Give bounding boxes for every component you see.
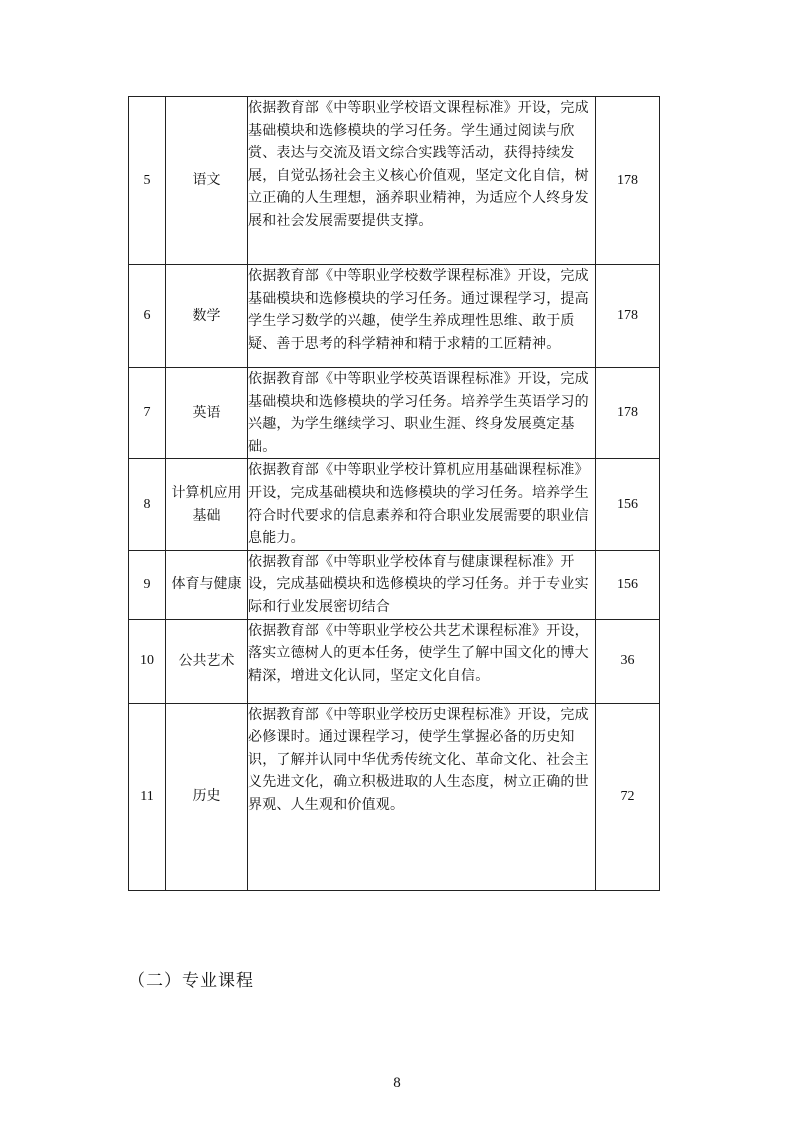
course-description: 依据教育部《中等职业学校英语课程标准》开设，完成基础模块和选修模块的学习任务。培养学生英语学习的兴趣，为学生继续学习、职业生涯、终身发展奠定基础。 [248, 368, 596, 459]
course-number: 9 [129, 550, 166, 619]
course-number: 10 [129, 619, 166, 703]
course-hours: 156 [596, 550, 660, 619]
course-description: 依据教育部《中等职业学校语文课程标准》开设，完成基础模块和选修模块的学习任务。学生通过阅读与欣赏、表达与交流及语文综合实践等活动，获得持续发展，自觉弘扬社会主义核心价值观，坚定文化自信，树立正确的人生理想，涵养职业精神，为适应个人终身发展和社会发展需要提供支撑。 [248, 97, 596, 265]
course-name: 英语 [166, 368, 248, 459]
course-description: 依据教育部《中等职业学校体育与健康课程标准》开设，完成基础模块和选修模块的学习任务。并于专业实际和行业发展密切结合 [248, 550, 596, 619]
course-number: 8 [129, 459, 166, 550]
course-hours: 178 [596, 368, 660, 459]
course-number: 7 [129, 368, 166, 459]
course-description: 依据教育部《中等职业学校历史课程标准》开设，完成必修课时。通过课程学习，使学生掌握必备的历史知识，了解并认同中华优秀传统文化、革命文化、社会主义先进文化，确立积极进取的人生态度，树立正确的世界观、人生观和价值观。 [248, 703, 596, 890]
course-name: 体育与健康 [166, 550, 248, 619]
course-number: 6 [129, 265, 166, 368]
course-table [128, 96, 660, 891]
table-row [129, 619, 660, 703]
table-row [129, 703, 660, 890]
course-description: 依据教育部《中等职业学校数学课程标准》开设，完成基础模块和选修模块的学习任务。通过课程学习，提高学生学习数学的兴趣，使学生养成理性思维、敢于质疑、善于思考的科学精神和精于求精的工匠精神。 [248, 265, 596, 368]
course-name: 历史 [166, 703, 248, 890]
course-number: 11 [129, 703, 166, 890]
course-hours: 178 [596, 97, 660, 265]
course-name: 数学 [166, 265, 248, 368]
course-name: 语文 [166, 97, 248, 265]
table-row [129, 265, 660, 368]
course-name: 计算机应用基础 [166, 459, 248, 550]
page-number: 8 [393, 1075, 401, 1091]
table-row [129, 97, 660, 265]
table-row [129, 459, 660, 550]
course-description: 依据教育部《中等职业学校计算机应用基础课程标准》开设，完成基础模块和选修模块的学习任务。培养学生符合时代要求的信息素养和符合职业发展需要的职业信息能力。 [248, 459, 596, 550]
table-row [129, 368, 660, 459]
course-description: 依据教育部《中等职业学校公共艺术课程标准》开设，落实立德树人的更本任务，使学生了解中国文化的博大精深，增进文化认同，坚定文化自信。 [248, 619, 596, 703]
course-hours: 36 [596, 619, 660, 703]
course-hours: 72 [596, 703, 660, 890]
table-row [129, 550, 660, 619]
course-name: 公共艺术 [166, 619, 248, 703]
course-hours: 178 [596, 265, 660, 368]
course-number: 5 [129, 97, 166, 265]
section-heading: （二）专业课程 [128, 971, 254, 991]
course-hours: 156 [596, 459, 660, 550]
